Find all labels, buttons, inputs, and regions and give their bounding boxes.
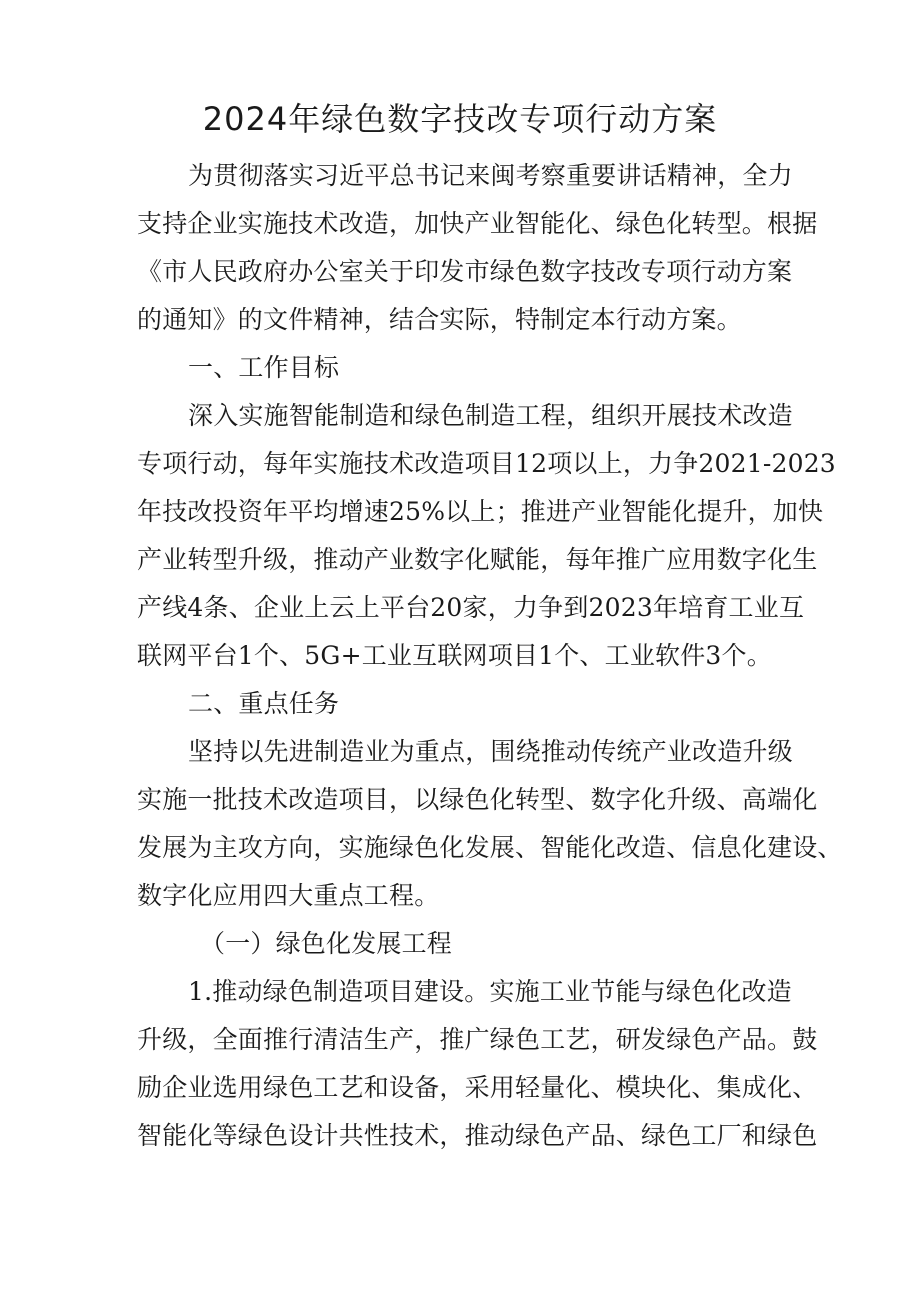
paragraph-line: 1.推动绿色制造项目建设。实施工业节能与绿色化改造 (188, 977, 792, 1006)
paragraph-line: 支持企业实施技术改造，加快产业智能化、绿色化转型。根据 (137, 209, 818, 238)
paragraph-line: 升级，全面推行清洁生产，推广绿色工艺，研发绿色产品。鼓 (137, 1025, 818, 1054)
section-heading: 一、工作目标 (188, 353, 340, 382)
paragraph-line: 发展为主攻方向，实施绿色化发展、智能化改造、信息化建设、 (137, 833, 843, 862)
paragraph-line: 数字化应用四大重点工程。 (137, 881, 440, 910)
paragraph-line: 产业转型升级，推动产业数字化赋能，每年推广应用数字化生 (137, 545, 818, 574)
section-heading: 二、重点任务 (188, 689, 340, 718)
subsection-heading: （一）绿色化发展工程 (200, 929, 453, 958)
paragraph-line: 智能化等绿色设计共性技术，推动绿色产品、绿色工厂和绿色 (137, 1121, 818, 1150)
document-title: 2024年绿色数字技改专项行动方案 (202, 100, 718, 138)
paragraph-line: 坚持以先进制造业为重点，围绕推动传统产业改造升级 (188, 737, 793, 766)
paragraph-line: 专项行动，每年实施技术改造项目12项以上，力争2021-2023 (137, 449, 836, 478)
paragraph-line: 联网平台1个、5G+工业互联网项目1个、工业软件3个。 (137, 641, 772, 670)
paragraph-line: 年技改投资年平均增速25%以上；推进产业智能化提升，加快 (137, 497, 824, 526)
paragraph-line: 的通知》的文件精神，结合实际，特制定本行动方案。 (137, 305, 742, 334)
paragraph-line: 深入实施智能制造和绿色制造工程，组织开展技术改造 (188, 401, 793, 430)
paragraph-line: 产线4条、企业上云上平台20家，力争到2023年培育工业互 (137, 593, 805, 622)
paragraph-line: 《市人民政府办公室关于印发市绿色数字技改专项行动方案 (137, 257, 793, 286)
paragraph-line: 为贯彻落实习近平总书记来闽考察重要讲话精神，全力 (188, 161, 793, 190)
paragraph-line: 实施一批技术改造项目，以绿色化转型、数字化升级、高端化 (137, 785, 818, 814)
paragraph-line: 励企业选用绿色工艺和设备，采用轻量化、模块化、集成化、 (137, 1073, 818, 1102)
